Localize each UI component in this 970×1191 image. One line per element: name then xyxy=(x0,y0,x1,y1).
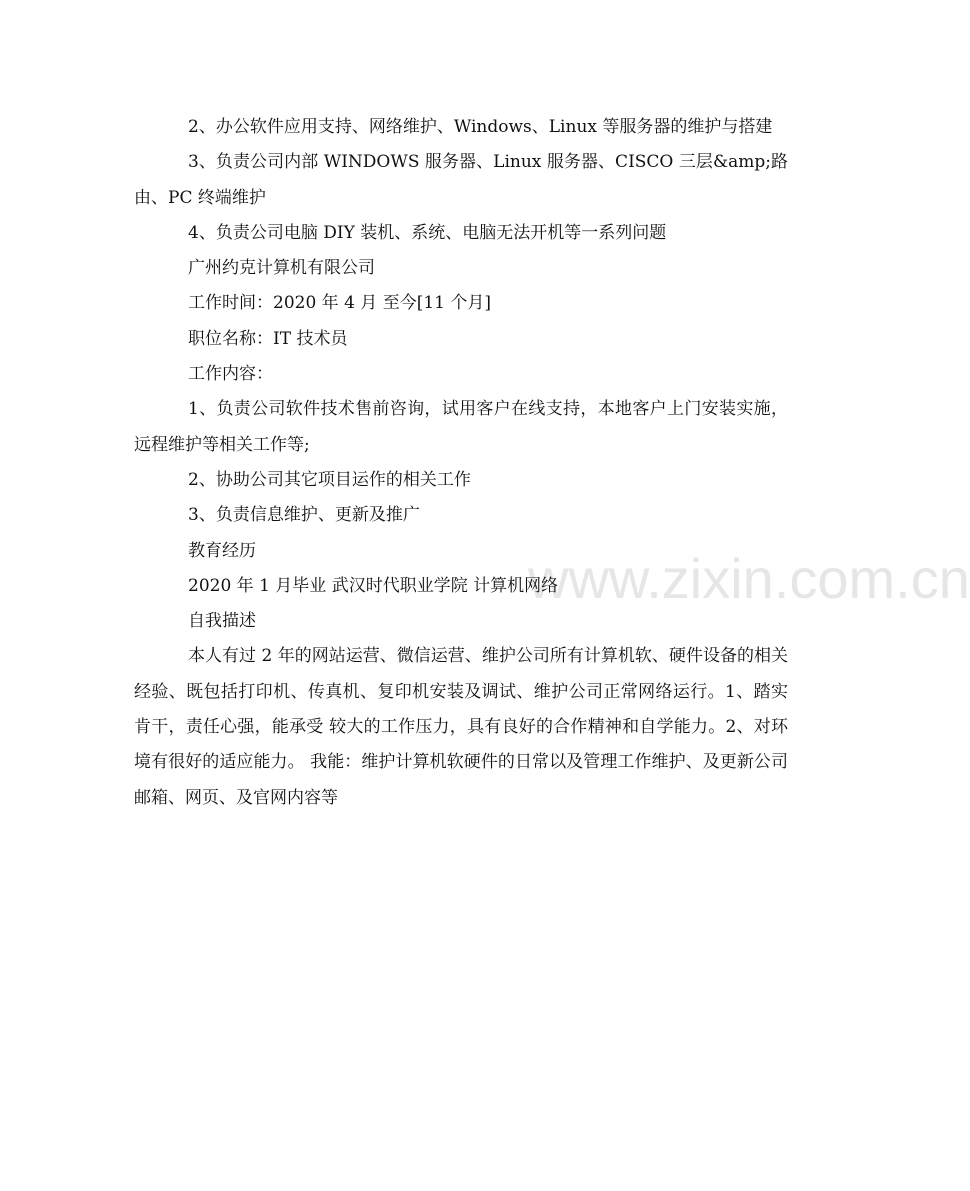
work-content-heading: 工作内容： xyxy=(188,364,273,385)
work-period: 工作时间：2020 年 4 月 至今[11 个月] xyxy=(188,293,491,314)
self-description-heading: 自我描述 xyxy=(188,611,256,632)
watermark-text: www.zixin.com.cn xyxy=(528,547,970,610)
education-heading: 教育经历 xyxy=(188,540,256,561)
education-entry: 2020 年 1 月毕业 武汉时代职业学院 计算机网络 xyxy=(188,575,559,596)
company-name: 广州约克计算机有限公司 xyxy=(188,258,375,279)
paragraph-duty-3: 3、负责公司内部 WINDOWS 服务器、Linux 服务器、CISCO 三层&amp;路由、PC 终端维护 xyxy=(134,152,788,208)
paragraph-duty-4: 4、负责公司电脑 DIY 装机、系统、电脑无法开机等一系列问题 xyxy=(188,222,667,243)
paragraph-duty-2: 2、办公软件应用支持、网络维护、Windows、Linux 等服务器的维护与搭建 xyxy=(188,117,773,137)
self-description-text: 本人有过 2 年的网站运营、微信运营、维护公司所有计算机软、硬件设备的相关经验、既包括打印机、传真机、复印机安装及调试、维护公司正常网络运行。1、踏实肯干，责任心强，能承受 较大的工作压力，具有良好的合作精神和自学能力。2、对环境有很好的适应能力。 我能：维护计算机软硬件的日常以及管理工作维护、及更新公司邮箱、网页、及官网内容等 xyxy=(134,646,788,808)
job-title: 职位名称：IT 技术员 xyxy=(188,328,348,349)
document-body xyxy=(134,110,788,816)
paragraph-content-3: 3、负责信息维护、更新及推广 xyxy=(188,505,420,526)
paragraph-content-2: 2、协助公司其它项目运作的相关工作 xyxy=(188,469,471,490)
paragraph-content-1: 1、负责公司软件技术售前咨询，试用客户在线支持，本地客户上门安装实施，远程维护等相关工作等; xyxy=(134,399,788,455)
